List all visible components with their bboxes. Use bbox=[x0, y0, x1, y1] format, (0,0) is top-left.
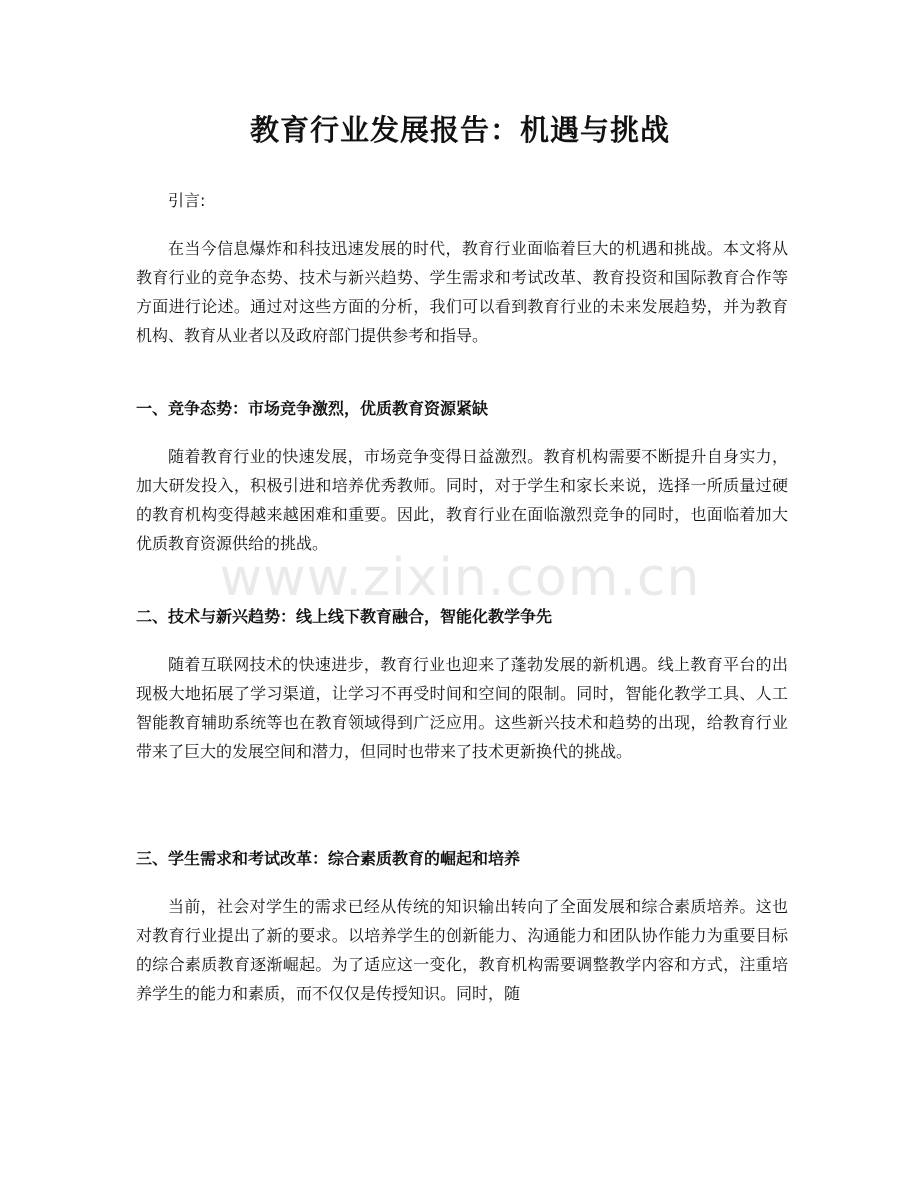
section-paragraph-student-needs: 当前，社会对学生的需求已经从传统的知识输出转向了全面发展和综合素质培养。这也对教育行业提出了新的要求。以培养学生的创新能力、沟通能力和团队协作能力为重要目标的综合素质教育逐渐崛起。为了适应这一变化，教育机构需要调整教学内容和方式，注重培养学生的能力和素质，而不仅仅是传授知识。同时，随 bbox=[136, 897, 788, 1003]
section-heading-competition: 一、竞争态势：市场竞争激烈，优质教育资源紧缺 bbox=[136, 399, 489, 418]
section-paragraph-competition: 随着教育行业的快速发展，市场竞争变得日益激烈。教育机构需要不断提升自身实力，加大研发投入，积极引进和培养优秀教师。同时，对于学生和家长来说，选择一所质量过硬的教育机构变得越来越困难和重要。因此，教育行业在面临激烈竞争的同时，也面临着加大优质教育资源供给的挑战。 bbox=[136, 447, 788, 553]
section-heading-technology: 二、技术与新兴趋势：线上线下教育融合，智能化教学争先 bbox=[136, 607, 553, 626]
intro-label: 引言: bbox=[168, 191, 206, 210]
section-paragraph-technology: 随着互联网技术的快速进步，教育行业也迎来了蓬勃发展的新机遇。线上教育平台的出现极大地拓展了学习渠道，让学习不再受时间和空间的限制。同时，智能化教学工具、人工智能教育辅助系统等也在教育领域得到广泛应用。这些新兴技术和趋势的出现，给教育行业带来了巨大的发展空间和潜力，但同时也带来了技术更新换代的挑战。 bbox=[136, 655, 788, 761]
section-heading-student-needs: 三、学生需求和考试改革：综合素质教育的崛起和培养 bbox=[136, 849, 521, 868]
watermark: www.zixin.com.cn bbox=[219, 548, 701, 608]
intro-paragraph: 在当今信息爆炸和科技迅速发展的时代，教育行业面临着巨大的机遇和挑战。本文将从教育行业的竞争态势、技术与新兴趋势、学生需求和考试改革、教育投资和国际教育合作等方面进行论述。通过对这些方面的分析，我们可以看到教育行业的未来发展趋势，并为教育机构、教育从业者以及政府部门提供参考和指导。 bbox=[136, 239, 788, 345]
document-title: 教育行业发展报告：机遇与挑战 bbox=[249, 113, 670, 147]
